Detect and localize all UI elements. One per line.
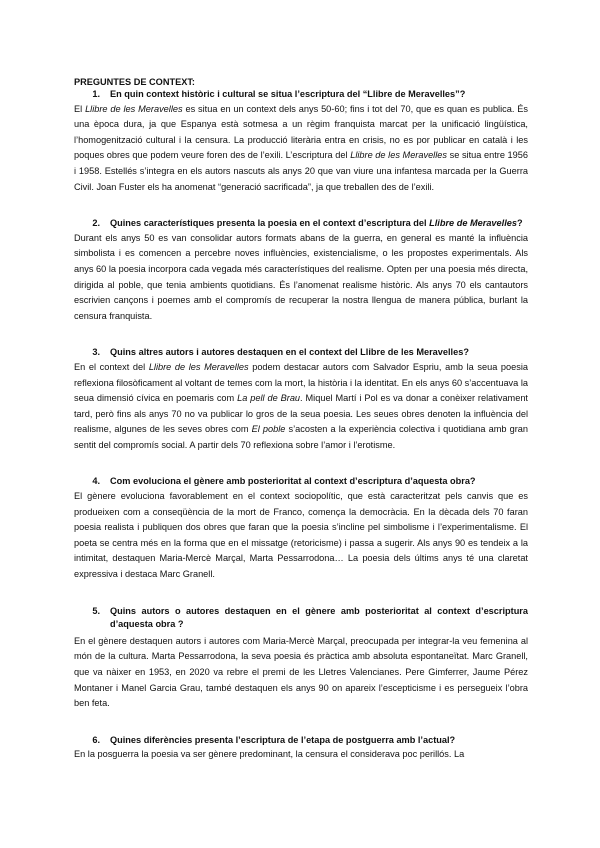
answer-paragraph: En la posguerra la poesia va ser gènere predominant, la censura el considerava poc perillós. La <box>74 749 465 760</box>
question-number: 3. <box>92 347 100 358</box>
question-text: Quins autors o autores destaquen en el gènere amb posterioritat al context d’escriptura d’aquesta obra ? <box>110 605 528 630</box>
question-section-1 <box>74 88 528 195</box>
question-text: Quines diferències presenta l’escriptura de l’etapa de postguerra amb l’actual? <box>110 734 456 745</box>
question-section-2 <box>74 217 528 324</box>
question-number: 2. <box>92 218 100 229</box>
answer-paragraph: En el context del Llibre de les Meravelles podem destacar autors com Salvador Espriu, amb la seua poesia reflexiona filosòficament al voltant de temes com la mort, la història i la identitat. En els anys 60 s’accentuava la seua dimensió cívica en poemaris com La pell de Brau. Miquel Martí i Pol es va donar a conèixer relativament tard, però fins als anys 70 no va publicar lo gros de la seua poesia. Les seues obres denoten la influència del realisme, algunes de les seves obres com El poble s’acosten a la experiència colectiva i quotidiana amb gran sentit del compromís social. A partir dels 70 reflexiona sobre l’amor i l’erotisme. <box>74 361 529 450</box>
document-title: PREGUNTES DE CONTEXT: <box>74 77 195 87</box>
question-heading <box>74 475 528 489</box>
document-page <box>74 76 528 785</box>
question-section-6 <box>74 734 528 763</box>
answer-paragraph: En el gènere destaquen autors i autores com Maria-Mercè Marçal, preocupada per integrar-la veu femenina al món de la cultura. Marta Pessarrodona, la seva poesia és pràctica amb absoluta espontaneïtat. Marc Granell, que va nàixer en 1953, en 2020 va rebre el premi de les Lletres Valencianes. Pere Gimferrer, Jaume Pérez Montaner i Manel Garcia Grau, també destaquen els anys 90 on apareix l’escepticisme i es persegueix l’obra ben feta. <box>74 635 528 709</box>
question-heading <box>74 217 528 231</box>
question-section-5 <box>74 605 528 712</box>
question-heading <box>74 734 528 748</box>
question-heading <box>74 88 528 102</box>
question-number: 6. <box>92 734 100 745</box>
question-text: Com evoluciona el gènere amb posterioritat al context d’escriptura d’aquesta obra? <box>110 476 476 487</box>
question-heading <box>74 346 528 360</box>
question-section-3 <box>74 346 528 453</box>
question-text: En quin context històric i cultural se situa l’escriptura del “Llibre de Meravelles”? <box>110 89 466 99</box>
question-number: 1. <box>92 89 100 99</box>
question-number: 5. <box>92 605 100 616</box>
question-section-4 <box>74 475 528 582</box>
answer-paragraph: El gènere evoluciona favorablement en el context sociopolític, que està caracteritzat pels canvis que es produeixen com a conseqüència de la mort de Franco, comença la democràcia. En la dècada dels 70 faran poesia realista i publiquen dos obres que faran que la poesia s’incline pel simbolisme i l’experimentalisme. El poeta se centra més en la forma que en el missatge (retoricisme) i passa a sugerir. Als anys 90 es tendeix a la intimitat, destaquen Maria-Mercè Marçal, Marta Pessarrodona… La poesia dels últims anys té una claretat expressiva i destaca Marc Granell. <box>74 491 528 580</box>
question-heading <box>74 605 528 632</box>
answer-paragraph: Durant els anys 50 es van consolidar autors formats abans de la guerra, en general es manté la influència simbolista i es comencen a percebre noves influències, existencialisme, o les propostes experimentals. Als anys 60 la poesia incorpora cada vegada més característiques del realisme. Opten per una poesia més directa, dirigida al poble, que tenia ambients quotidians. És l’anomenat realisme històric. Als anys 70 els cantautors escrivien cançons i poemes amb el compromís de recuperar la nostra llengua de manera pública, burlant la censura franquista. <box>74 232 528 321</box>
question-text: Quines característiques presenta la poesia en el context d’escriptura del Llibre de Meravelles? <box>110 218 523 229</box>
answer-paragraph: El Llibre de les Meravelles es situa en un context dels anys 50-60; fins i tot del 70, que es quan es publica. És una època dura, ja que Espanya està sotmesa a un règim franquista marcat per la unificació lingüística, l’homogenització cultural i la censura. La producció literària entra en crisis, no es por publicar en català i les poques obres que podem veure foren des de l’exili. L’escriptura del Llibre de les Meravelles se situa entre 1956 i 1958. Estellés s’integra en els autors nascuts als anys 20 que van viure una infantesa marcada per la Guerra Civil. Joan Fuster els ha anomenat “generació sacrificada”, ja que treballen des de l’exili. <box>74 103 528 192</box>
question-number: 4. <box>92 476 100 487</box>
question-text: Quins altres autors i autores destaquen en el context del Llibre de les Meravelles? <box>110 347 469 358</box>
